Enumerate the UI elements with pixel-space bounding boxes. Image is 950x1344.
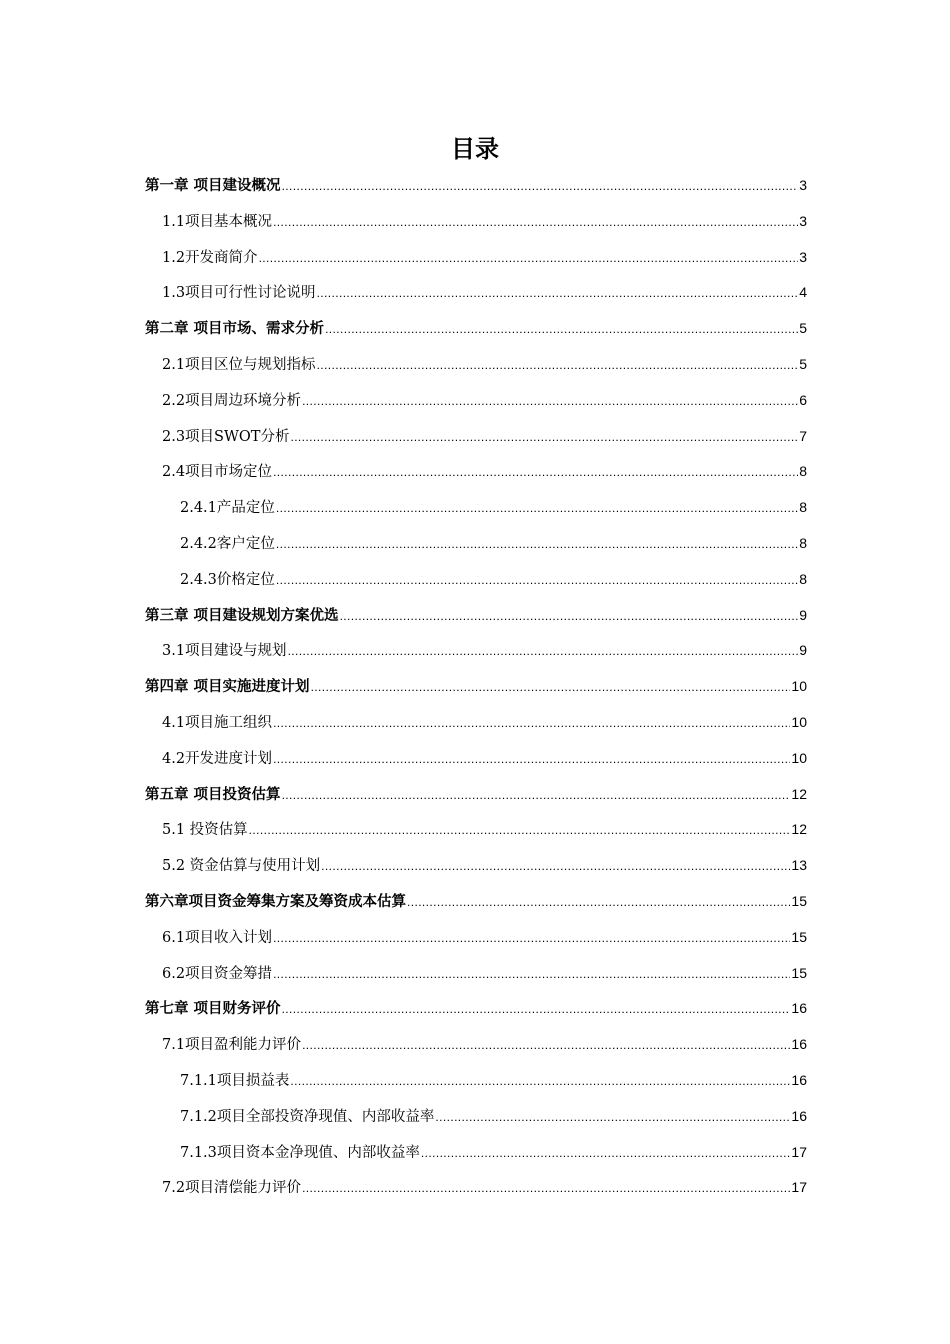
toc-entry-page-number: 3 [799,248,807,265]
toc-entry-page-number: 6 [799,391,807,408]
toc-entry-page-number: 12 [791,785,807,802]
toc-entry[interactable] [145,705,807,741]
toc-entry[interactable] [145,347,807,383]
toc-dot-leader [273,921,790,957]
toc-entry-page-number: 17 [791,1143,807,1160]
toc-entry-label: 4.2开发进度计划 [162,750,273,767]
toc-entry-label: 2.3项目SWOT分析 [162,428,290,445]
toc-entry-label: 2.2项目周边环境分析 [162,392,302,409]
toc-entry-page-number: 9 [799,606,807,623]
toc-dot-leader [302,384,798,420]
toc-entry[interactable] [145,884,807,920]
toc-dot-leader [259,241,799,277]
toc-entry[interactable] [145,812,807,848]
toc-entry-page-number: 4 [799,284,807,301]
toc-entry[interactable] [145,204,807,240]
toc-entry-page-number: 10 [791,678,807,695]
toc-dot-leader [435,1100,790,1136]
toc-dot-leader [421,1136,791,1172]
toc-entry-page-number: 3 [799,177,807,193]
toc-dot-leader [317,276,799,312]
toc-dot-leader [290,1064,790,1100]
toc-entry-page-number: 5 [799,355,807,372]
toc-entry-label: 6.2项目资金筹措 [162,965,273,982]
toc-entry[interactable] [145,956,807,992]
toc-entry[interactable] [145,669,807,705]
toc-entry-label: 1.3项目可行性讨论说明 [162,285,316,302]
toc-entry-label: 第二章 项目市场、需求分析 [145,321,325,338]
toc-entry[interactable] [145,741,807,777]
toc-dot-leader [273,205,798,241]
toc-entry-page-number: 16 [791,1036,807,1053]
toc-entry-page-number: 8 [799,570,807,587]
toc-entry-label: 7.2项目清偿能力评价 [162,1180,302,1197]
toc-entry-page-number: 10 [791,749,807,766]
toc-dot-leader [273,957,790,993]
toc-entry[interactable] [145,598,807,634]
toc-entry[interactable] [145,419,807,455]
toc-entry-label: 2.1项目区位与规划指标 [162,356,316,373]
toc-entry[interactable] [145,1099,807,1135]
toc-entry-label: 7.1项目盈利能力评价 [162,1037,302,1054]
toc-entry[interactable] [145,1063,807,1099]
toc-entry-label: 第一章 项目建设概况 [145,178,281,194]
toc-entry-label: 1.1项目基本概况 [162,213,273,230]
toc-entry[interactable] [145,454,807,490]
toc-entry-page-number: 15 [791,964,807,981]
toc-entry-page-number: 12 [791,821,807,838]
toc-entry-page-number: 16 [791,1071,807,1088]
toc-entry-page-number: 3 [799,212,807,229]
toc-entry-label: 5.2 资金估算与使用计划 [162,858,321,875]
toc-dot-leader [282,169,799,205]
toc-entry[interactable] [145,991,807,1027]
toc-dot-leader [321,849,790,885]
toc-entry-label: 2.4.2客户定位 [180,535,275,552]
toc-entry-label: 2.4.1产品定位 [180,500,275,517]
toc-dot-leader [276,563,798,599]
toc-entry-label: 7.1.1项目损益表 [180,1072,290,1089]
toc-dot-leader [282,992,791,1028]
toc-dot-leader [273,706,790,742]
toc-entry-page-number: 10 [791,713,807,730]
toc-entry-label: 4.1项目施工组织 [162,714,273,731]
toc-dot-leader [302,1171,790,1207]
toc-dot-leader [276,527,798,563]
toc-entry-label: 第七章 项目财务评价 [145,1001,281,1018]
toc-entry-label: 2.4项目市场定位 [162,464,273,481]
toc-entry-page-number: 16 [791,1107,807,1124]
toc-dot-leader [273,742,790,778]
toc-entry-page-number: 5 [799,320,807,337]
toc-entry[interactable] [145,490,807,526]
toc-entry-label: 7.1.2项目全部投资净现值、内部收益率 [180,1108,435,1125]
toc-entry[interactable] [145,562,807,598]
toc-dot-leader [325,312,798,348]
toc-title: 目录 [451,135,499,163]
toc-dot-leader [276,491,798,527]
toc-entry-label: 6.1项目收入计划 [162,929,273,946]
toc-entry[interactable] [145,1170,807,1206]
toc-entry-page-number: 9 [799,642,807,659]
toc-entry-label: 3.1项目建设与规划 [162,643,287,660]
toc-entry-page-number: 15 [791,892,807,909]
toc-dot-leader [249,813,791,849]
toc-entry[interactable] [145,848,807,884]
toc-dot-leader [317,348,799,384]
toc-entry-page-number: 7 [799,427,807,444]
toc-entry-label: 5.1 投资估算 [162,822,248,839]
toc-entry-page-number: 8 [799,463,807,480]
toc-entry-page-number: 15 [791,928,807,945]
toc-entry-label: 7.1.3项目资本金净现值、内部收益率 [180,1144,420,1161]
toc-dot-leader [288,634,799,670]
table-of-contents [145,168,807,1206]
toc-entry[interactable] [145,1027,807,1063]
toc-entry[interactable] [145,526,807,562]
toc-entry-page-number: 13 [791,857,807,874]
toc-entry[interactable] [145,920,807,956]
toc-entry[interactable] [145,275,807,311]
toc-dot-leader [282,778,791,814]
toc-entry-label: 2.4.3价格定位 [180,571,275,588]
toc-entry-label: 第三章 项目建设规划方案优选 [145,607,339,624]
toc-entry[interactable] [145,777,807,813]
toc-dot-leader [290,420,798,456]
toc-entry-page-number: 8 [799,534,807,551]
toc-entry-page-number: 16 [791,1000,807,1017]
toc-entry-label: 第五章 项目投资估算 [145,786,281,803]
toc-entry[interactable] [145,311,807,347]
toc-entry-page-number: 8 [799,499,807,516]
toc-entry-page-number: 17 [791,1179,807,1196]
toc-dot-leader [302,1028,790,1064]
toc-entry[interactable] [145,168,807,204]
toc-entry-label: 第四章 项目实施进度计划 [145,679,310,696]
toc-entry[interactable] [145,240,807,276]
toc-dot-leader [407,885,790,921]
toc-dot-leader [340,599,799,635]
toc-entry[interactable] [145,1135,807,1171]
toc-entry-label: 第六章项目资金筹集方案及筹资成本估算 [145,893,406,910]
toc-entry-label: 1.2开发商简介 [162,249,258,266]
toc-entry[interactable] [145,633,807,669]
toc-dot-leader [311,670,791,706]
toc-entry[interactable] [145,383,807,419]
toc-dot-leader [273,455,798,491]
